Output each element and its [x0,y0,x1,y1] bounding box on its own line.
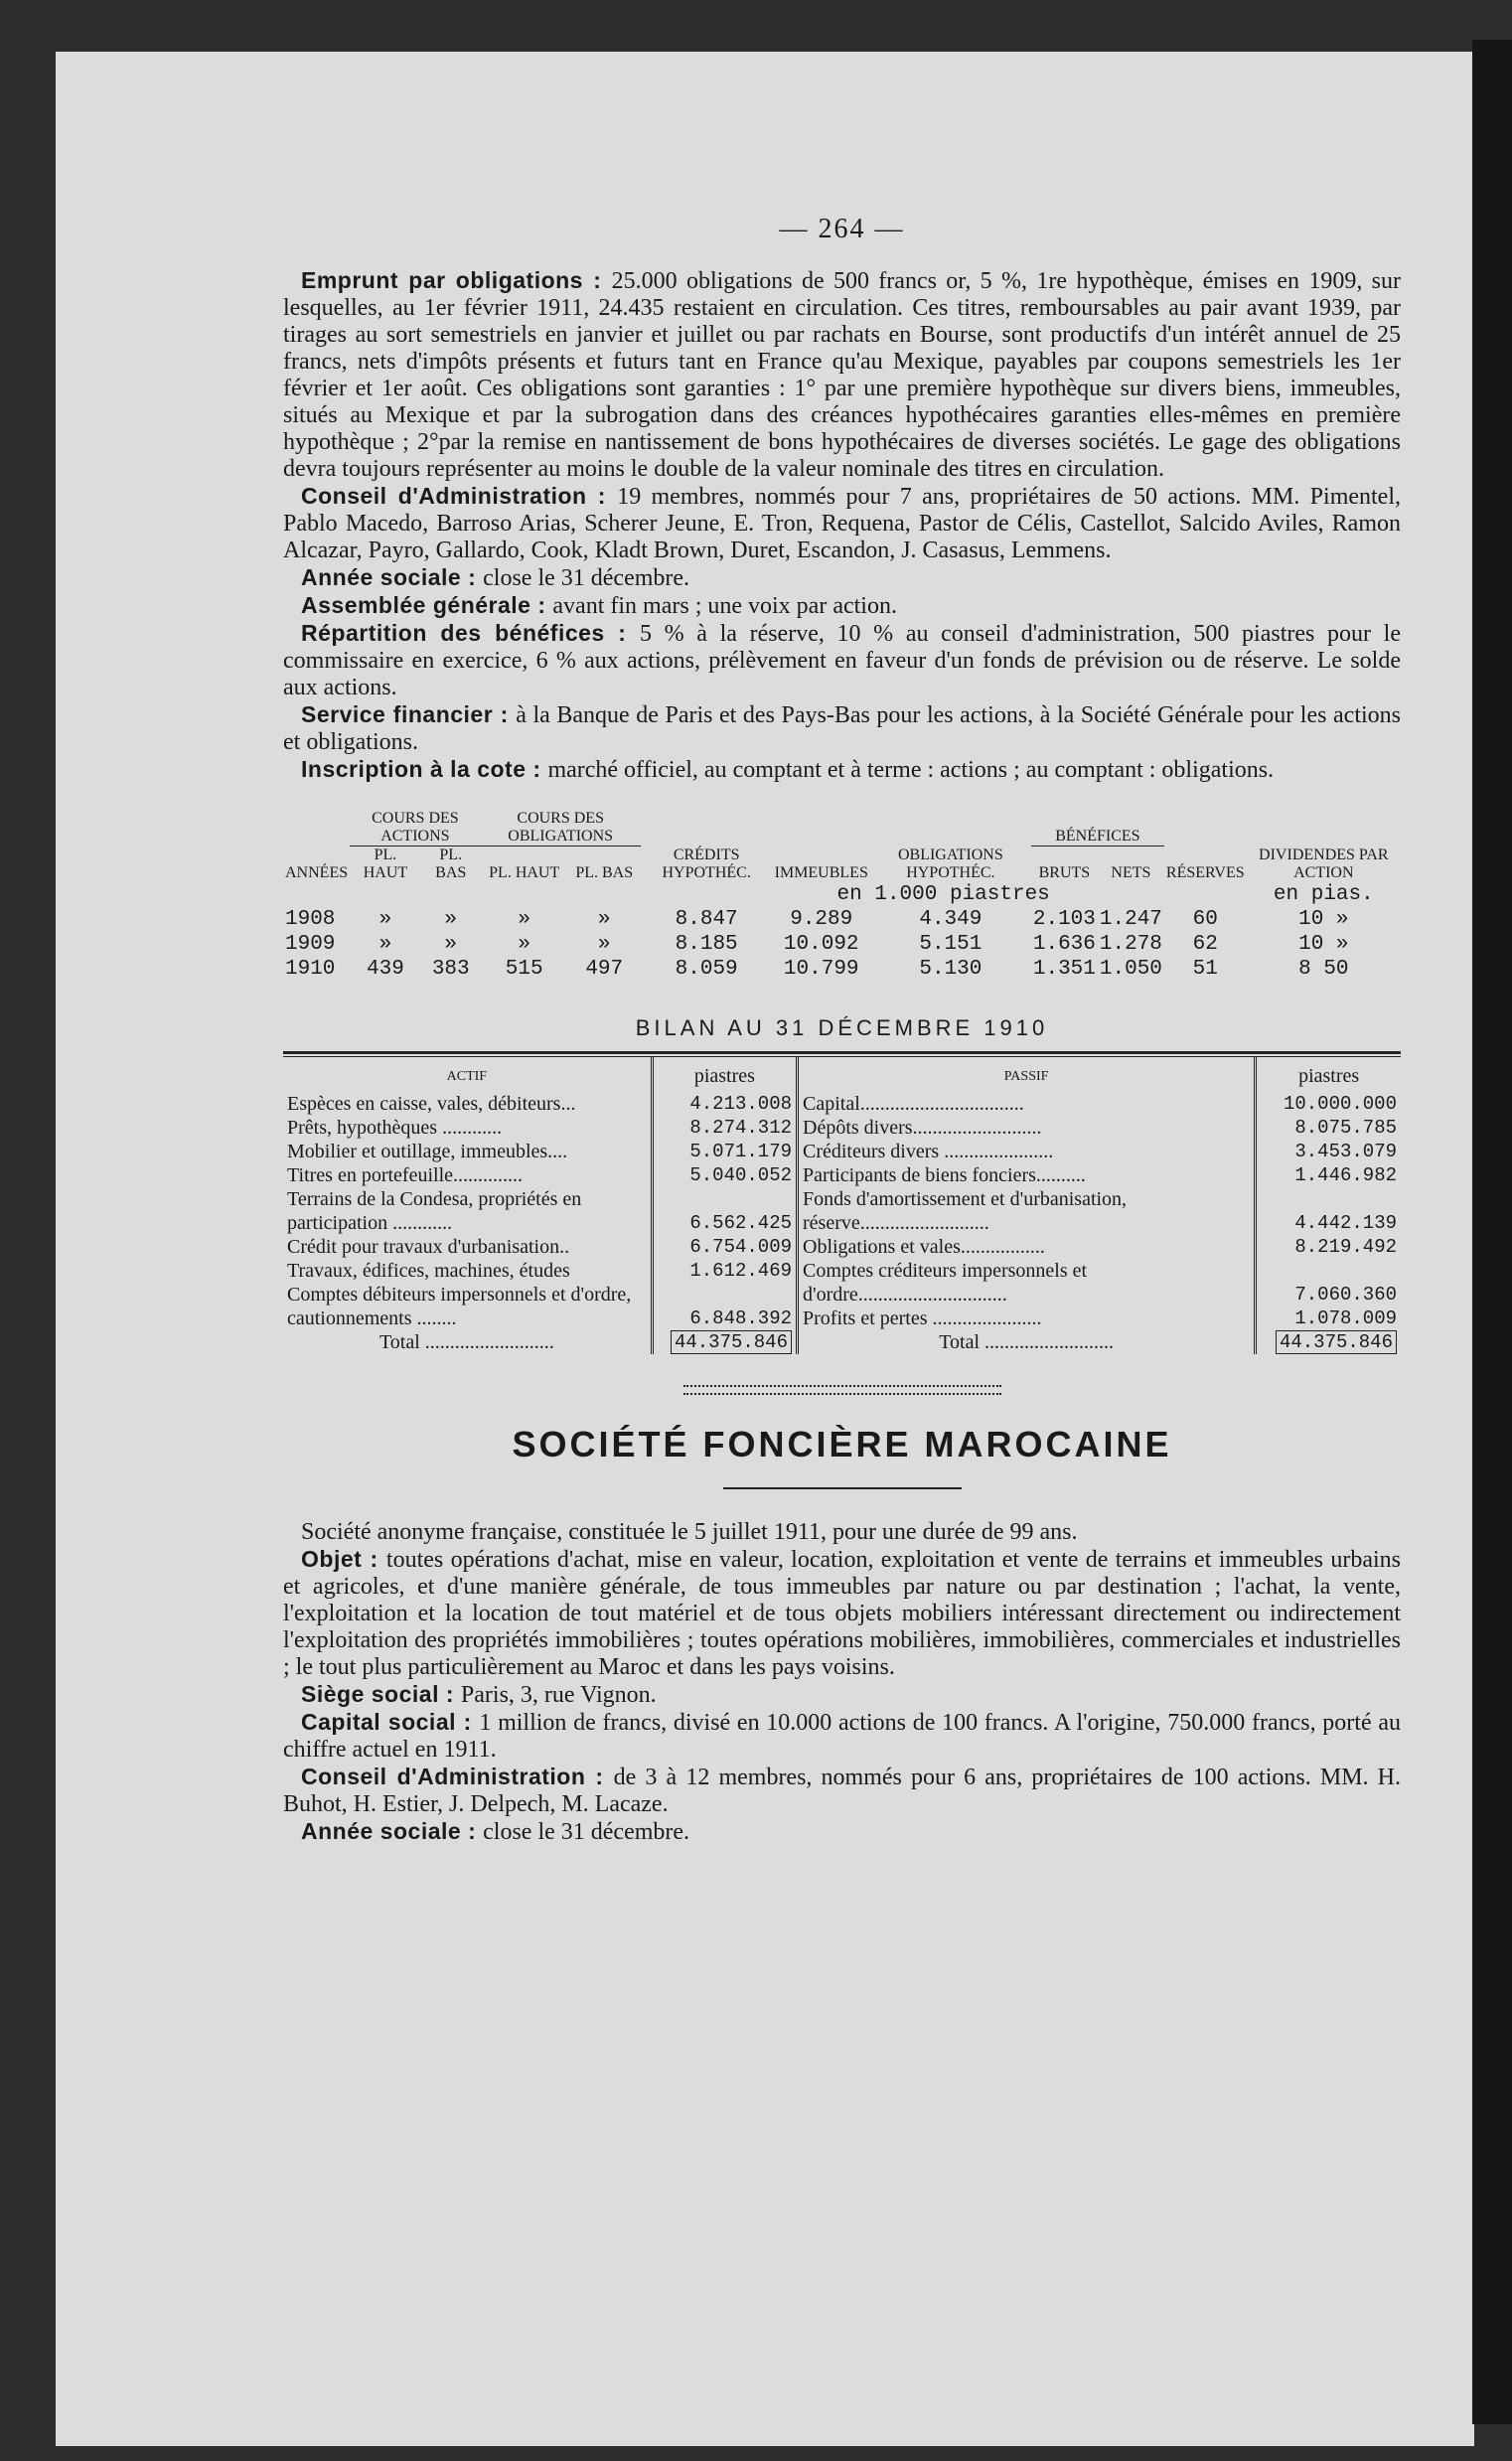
passif-header: PASSIF [798,1057,1256,1092]
actif-item-label: Comptes débiteurs impersonnels et d'ordre, cautionnements ........ [287,1284,632,1329]
intro-section [283,267,1401,784]
passif-item-label: Créditeurs divers ...................... [803,1141,1054,1162]
section-ornament [283,1382,1401,1400]
company-paragraph [283,1519,1401,1546]
stats-cell-reserves: 62 [1192,933,1218,956]
stats-cell-ab: » [444,933,458,956]
stats-row [283,932,1401,957]
passif-item-label: Obligations et vales................. [803,1236,1045,1258]
actif-item-value: 6.754.009 [689,1236,792,1258]
actif-item-value: 5.040.052 [689,1164,792,1186]
stats-cell-bruts: 1.636 [1032,933,1096,956]
bilan-table [283,1057,1401,1354]
col-actions-pl-haut: PL. HAUT [363,846,408,881]
passif-item-value: 7.060.360 [1294,1284,1397,1306]
intro-text: 19 membres, nommés pour 7 ans, propriétaires de 50 actions. MM. Pimentel, Pablo Macedo, Barroso Arias, Scherer Jeune, E. Tron, Requena, Pastor de Célis, Castellot, Salcido Aviles, Ramon Alcazar, Payro, Gallardo, Cook, Kladt Brown, Duret, Escandon, J. Casasus, Lemmens. [283,484,1401,563]
actif-item-value: 6.848.392 [689,1307,792,1329]
stats-cell-ab: » [444,908,458,931]
stats-cell-immeubles: 9.289 [790,908,853,931]
intro-paragraph [283,620,1401,701]
col-benefices: BÉNÉFICES [1031,810,1164,846]
col-nets: NETS [1111,864,1151,881]
stats-cell-ah: » [378,933,392,956]
intro-paragraph [283,701,1401,756]
actif-item-label: Titres en portefeuille.............. [287,1164,524,1186]
actif-item-label: Travaux, édifices, machines, études [287,1260,570,1282]
stats-cell-bruts: 2.103 [1032,908,1096,931]
unit-main: en 1.000 piastres [836,883,1050,906]
actif-item-label: Mobilier et outillage, immeubles.... [287,1141,568,1162]
company-label: Capital social : [301,1709,480,1735]
passif-values [1256,1092,1401,1330]
stats-row [283,907,1401,932]
actif-item-value: 4.213.008 [689,1093,792,1115]
company-paragraph [283,1709,1401,1764]
intro-label: Emprunt par obligations : [301,267,612,293]
total-passif-value: 44.375.846 [1276,1330,1397,1354]
col-dividendes: DIVIDENDES PAR ACTION [1259,846,1389,881]
stats-table [283,810,1401,982]
total-passif-label: Total .......................... [798,1330,1256,1354]
passif-item-label: Participants de biens fonciers.......... [803,1164,1086,1186]
passif-item-value: 8.219.492 [1294,1236,1397,1258]
passif-item-label: Profits et pertes ...................... [803,1307,1042,1329]
intro-text: marché officiel, au comptant et à terme : actions ; au comptant : obligations. [547,757,1275,783]
intro-text: close le 31 décembre. [483,565,690,591]
actif-values [652,1092,797,1330]
unit-div: en pias. [1273,883,1374,906]
actif-header: ACTIF [446,1068,488,1084]
actif-item-label: Crédit pour travaux d'urbanisation.. [287,1236,570,1258]
intro-label: Conseil d'Administration : [301,483,618,509]
actif-item-value: 6.562.425 [689,1212,792,1234]
stats-cell-ob: 497 [585,958,624,981]
stats-cell-year: 1910 [285,958,336,981]
company-text: toutes opérations d'achat, mise en valeur, location, exploitation et vente de terrains et immeubles urbains et agricoles, et d'une manière générale, de tous immeubles par nature ou par destination ; l'achat, la vente, l'exploitation et la location de tout matériel et de tous objets mobiliers intéressant directement ou indirectement l'exploitation des propriétés immobilières ; toutes opérations mobilières, immobilières, commerciales et industrielles ; le tout plus particulièrement au Maroc et dans les pays voisins. [283,1547,1401,1680]
intro-paragraph [283,592,1401,620]
stats-cell-immeubles: 10.799 [783,958,859,981]
stats-cell-nets: 1.278 [1099,933,1162,956]
stats-cell-div: 10 » [1298,933,1349,956]
stats-cell-credits: 8.185 [675,933,738,956]
stats-cell-reserves: 51 [1192,958,1218,981]
col-oblig-pl-bas: PL. BAS [575,864,634,881]
col-obligations: OBLIGATIONS HYPOTHÉC. [897,846,1003,881]
page-content [283,214,1401,1846]
stats-cell-nets: 1.050 [1099,958,1162,981]
col-credits: CRÉDITS HYPOTHÉC. [662,846,751,881]
passif-item-value: 4.442.139 [1294,1212,1397,1234]
stats-row [283,957,1401,982]
intro-text: 5 % à la réserve, 10 % au conseil d'administration, 500 piastres pour le commissaire en exercice, 6 % aux actions, prélèvement en faveur d'un fonds de prévision ou de réserve. Le solde aux actions. [283,621,1401,700]
actif-item-value: 5.071.179 [689,1141,792,1162]
stats-cell-oh: » [518,933,530,956]
intro-label: Service financier : [301,701,517,727]
stats-cell-ah: 439 [367,958,404,981]
actif-item-label: Terrains de la Condesa, propriétés en participation ............ [287,1188,582,1234]
intro-label: Répartition des bénéfices : [301,620,640,646]
col-actions-pl-bas: PL. BAS [435,846,467,881]
passif-item-label: Comptes créditeurs impersonnels et d'ordre.............................. [803,1260,1088,1306]
col-cours-obligations: COURS DES OBLIGATIONS [481,810,641,846]
actif-labels [283,1092,652,1330]
company-label: Année sociale : [301,1818,484,1844]
company-text: Société anonyme française, constituée le 5 juillet 1911, pour une durée de 99 ans. [301,1519,1078,1545]
actif-item-label: Espèces en caisse, vales, débiteurs... [287,1093,576,1115]
stats-cell-ab: 383 [431,958,470,981]
stats-cell-nets: 1.247 [1099,908,1162,931]
company-title: SOCIÉTÉ FONCIÈRE MAROCAINE [512,1424,1172,1464]
actif-piastres-header: piastres [652,1057,797,1092]
passif-item-value: 8.075.785 [1294,1117,1397,1139]
company-title-rule [723,1487,962,1489]
passif-item-value: 1.446.982 [1294,1164,1397,1186]
stats-cell-div: 8 50 [1298,958,1349,981]
passif-item-label: Capital................................. [803,1093,1024,1115]
company-label: Objet : [301,1546,386,1572]
intro-text: à la Banque de Paris et des Pays-Bas pour les actions, à la Société Générale pour les actions et obligations. [283,702,1401,755]
stats-cell-credits: 8.059 [675,958,738,981]
intro-paragraph [283,756,1401,784]
intro-paragraph [283,564,1401,592]
stats-cell-immeubles: 10.092 [783,933,859,956]
binding-edge [1472,40,1512,2424]
actif-item-value: 8.274.312 [689,1117,792,1139]
col-annees: ANNÉES [285,864,349,881]
company-paragraph [283,1818,1401,1846]
stats-cell-oblig: 5.130 [919,958,983,981]
actif-item-value: 1.612.469 [689,1260,792,1282]
company-section [283,1519,1401,1846]
company-text: de 3 à 12 membres, nommés pour 6 ans, propriétaires de 100 actions. MM. H. Buhot, H. Estier, J. Delpech, M. Lacaze. [283,1765,1401,1817]
company-label: Siège social : [301,1681,461,1707]
bilan-title: BILAN AU 31 DÉCEMBRE 1910 [635,1015,1049,1040]
stats-cell-ob: » [597,933,611,956]
stats-cell-year: 1909 [285,933,336,956]
intro-label: Année sociale : [301,564,484,590]
stats-cell-ah: » [378,908,392,931]
passif-item-label: Fonds d'amortissement et d'urbanisation, réserve.......................... [803,1188,1128,1234]
passif-item-value: 1.078.009 [1294,1307,1397,1329]
stats-cell-bruts: 1.351 [1032,958,1096,981]
company-paragraph [283,1764,1401,1818]
page-number: — 264 — [779,214,905,244]
col-bruts: BRUTS [1038,864,1091,881]
col-cours-actions: COURS DES ACTIONS [350,810,481,846]
company-label: Conseil d'Administration : [301,1764,614,1789]
actif-item-label: Prêts, hypothèques ............ [287,1117,503,1139]
passif-item-value: 10.000.000 [1283,1093,1397,1115]
company-text: 1 million de francs, divisé en 10.000 actions de 100 francs. A l'origine, 750.000 francs, porté au chiffre actuel en 1911. [283,1710,1401,1763]
stats-cell-ob: » [597,908,611,931]
passif-piastres-header: piastres [1256,1057,1401,1092]
passif-item-value: 3.453.079 [1294,1141,1397,1162]
col-reserves: RÉSERVES [1165,864,1245,881]
total-actif-label: Total .......................... [378,1331,554,1353]
stats-cell-div: 10 » [1298,908,1349,931]
stats-cell-oh: 515 [505,958,543,981]
company-paragraph [283,1681,1401,1709]
total-actif-value: 44.375.846 [671,1330,792,1354]
company-text: Paris, 3, rue Vignon. [460,1682,657,1708]
col-immeubles: IMMEUBLES [774,864,868,881]
intro-label: Assemblée générale : [301,592,553,618]
stats-cell-oh: » [518,908,530,931]
intro-text: 25.000 obligations de 500 francs or, 5 %, 1re hypothèque, émises en 1909, sur lesquelles, au 1er février 1911, 24.435 restaient en circulation. Ces titres, remboursables au pair avant 1939, par tirages au sort semestriels en janvier et juillet ou par rachats en Bourse, sont productifs d'un intérêt annuel de 25 francs, nets d'impôts présents et futurs tant en France qu'au Mexique, payables par coupons semestriels les 1er février et 1er août. Ces obligations sont garanties : 1° par une première hypothèque sur divers biens, immeubles, situés au Mexique et par la subrogation dans des créances hypothécaires garanties elles-mêmes en première hypothèque ; 2°par la remise en nantissement de bons hypothécaires de diverses sociétés. Le gage des obligations devra toujours représenter au moins le double de la valeur nominale des titres en circulation. [283,268,1401,482]
stats-cell-year: 1908 [285,908,336,931]
passif-item-label: Dépôts divers.......................... [803,1117,1042,1139]
stats-cell-credits: 8.847 [675,908,738,931]
passif-labels [798,1092,1256,1330]
stats-cell-oblig: 4.349 [919,908,983,931]
stats-cell-reserves: 60 [1192,908,1218,931]
company-text: close le 31 décembre. [483,1819,690,1845]
col-oblig-pl-haut: PL. HAUT [489,864,560,881]
intro-label: Inscription à la cote : [301,756,548,782]
stats-cell-oblig: 5.151 [919,933,983,956]
intro-paragraph [283,267,1401,483]
company-paragraph [283,1546,1401,1681]
intro-text: avant fin mars ; une voix par action. [552,593,897,619]
intro-paragraph [283,483,1401,564]
